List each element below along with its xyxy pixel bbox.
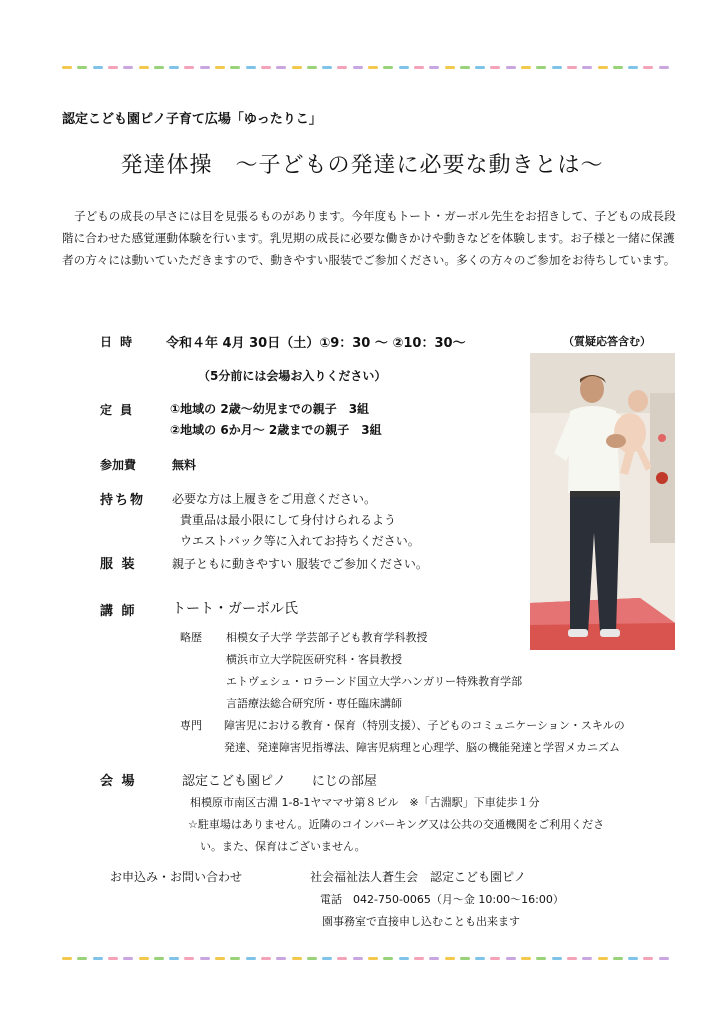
contact-org: 社会福祉法人蒼生会 認定こども園ピノ — [310, 870, 526, 884]
clothes-value: 親子ともに動きやすい 服装でご参加ください。 — [172, 557, 428, 571]
datetime-label: 日 時 — [100, 335, 135, 349]
divider-dot — [643, 66, 653, 69]
contact-note: 園事務室で直接申し込むことも出来ます — [322, 915, 520, 928]
divider-dot — [659, 66, 669, 69]
arrival-note: （5分前には会場お入りください） — [198, 369, 387, 383]
divider-dot — [307, 957, 317, 960]
lecturer-label: 講 師 — [100, 604, 137, 619]
parking-note-line-2: い。また、保育はございません。 — [200, 840, 366, 853]
divider-dot — [445, 66, 455, 69]
items-line-3: ウエストバック等に入れてお持ちください。 — [180, 534, 420, 548]
capacity-line-1: ①地域の 2歳～幼児までの親子 3組 — [170, 402, 370, 416]
divider-dot — [77, 957, 87, 960]
divider-dot — [62, 66, 72, 69]
items-line-2: 貴重品は最小限にして身付けられるよう — [180, 513, 397, 527]
divider-dot — [643, 957, 653, 960]
divider-dot — [475, 66, 485, 69]
divider-dot — [200, 957, 210, 960]
divider-dot — [429, 66, 439, 69]
divider-dot — [246, 66, 256, 69]
divider-dot — [460, 66, 470, 69]
divider-dot — [123, 957, 133, 960]
clothes-label: 服 装 — [100, 557, 137, 572]
divider-dot — [414, 66, 424, 69]
divider-dot — [582, 957, 592, 960]
divider-dot — [322, 66, 332, 69]
capacity-label: 定 員 — [100, 403, 135, 417]
specialty-line-2: 発達、発達障害児指導法、障害児病理と心理学、脳の機能発達と学習メカニズム — [224, 741, 620, 754]
divider-dot — [200, 66, 210, 69]
divider-dot — [139, 66, 149, 69]
divider-dot — [506, 66, 516, 69]
divider-dot — [598, 957, 608, 960]
divider-dot — [567, 66, 577, 69]
contact-label: お申込み・お問い合わせ — [110, 870, 243, 884]
datetime-note: （質疑応答含む） — [563, 335, 651, 348]
divider-dot — [521, 66, 531, 69]
divider-dot — [506, 957, 516, 960]
career-line-2: 横浜市立大学院医研究科・客員教授 — [226, 653, 402, 666]
divider-dot — [490, 66, 500, 69]
organizer-heading: 認定こども園ピノ子育て広場「ゆったりこ」 — [62, 112, 322, 127]
divider-dot — [536, 66, 546, 69]
divider-dot — [475, 957, 485, 960]
divider-dot — [230, 957, 240, 960]
divider-dot — [169, 957, 179, 960]
career-line-3: エトヴェシュ・ロラーンド国立大学ハンガリー特殊教育学部 — [226, 675, 523, 688]
divider-dot — [108, 957, 118, 960]
divider-dot — [521, 957, 531, 960]
contact-phone: 電話 042-750-0065（月～金 10:00～16:00） — [320, 893, 564, 906]
divider-dot — [613, 66, 623, 69]
career-line-4: 言語療法総合研究所・専任臨床講師 — [226, 697, 402, 710]
venue-address: 相模原市南区古淵 1-8-1ヤママサ第８ビル ※「古淵駅」下車徒歩１分 — [190, 796, 540, 809]
divider-dot — [399, 66, 409, 69]
parking-note-line-1: ☆駐車場はありません。近隣のコインパーキング又は公共の交通機関をご利用くださ — [188, 818, 605, 831]
divider-dot — [353, 957, 363, 960]
items-line-1: 必要な方は上履きをご用意ください。 — [172, 492, 377, 506]
divider-dot — [337, 66, 347, 69]
specialty-label: 専門 — [180, 719, 202, 732]
divider-dot — [567, 957, 577, 960]
divider-dot — [368, 66, 378, 69]
lecturer-name: トート・ガーボル氏 — [172, 601, 298, 617]
intro-paragraph: 子どもの成長の早さには目を見張るものがあります。今年度もトート・ガーボル先生をお招きして、子どもの成長段階に合わせた感覚運動体験を行います。乳児期の成長に必要な働きかけや動きなどを体験します。お子様と一緒に保護者の方々には動いていただきますので、動きやすい服装でご参加ください。多くの方々のご参加をお待ちしています。 — [62, 209, 676, 267]
fee-label: 参加費 — [100, 458, 137, 472]
divider-dot — [582, 66, 592, 69]
divider-dot — [353, 66, 363, 69]
divider-dot — [139, 957, 149, 960]
divider-dot — [154, 957, 164, 960]
divider-dot — [215, 66, 225, 69]
divider-dot — [368, 957, 378, 960]
datetime-value: 令和４年 4月 30日（土）①9：30 ～ ②10：30～ — [166, 336, 466, 351]
divider-dot — [598, 66, 608, 69]
divider-dot — [552, 66, 562, 69]
divider-dot — [62, 957, 72, 960]
lecturer-photo — [530, 353, 675, 650]
divider-dot — [276, 957, 286, 960]
divider-dot — [460, 957, 470, 960]
divider-dot — [246, 957, 256, 960]
divider-dot — [154, 66, 164, 69]
divider-dot — [445, 957, 455, 960]
divider-dot — [292, 957, 302, 960]
top-dotted-divider — [62, 66, 674, 69]
divider-dot — [628, 957, 638, 960]
bottom-dotted-divider — [62, 957, 674, 960]
divider-dot — [184, 66, 194, 69]
divider-dot — [337, 957, 347, 960]
divider-dot — [322, 957, 332, 960]
divider-dot — [429, 957, 439, 960]
specialty-line-1: 障害児における教育・保育（特別支援）、子どものコミュニケーション・スキルの — [224, 719, 625, 732]
divider-dot — [628, 66, 638, 69]
divider-dot — [292, 66, 302, 69]
divider-dot — [399, 957, 409, 960]
divider-dot — [383, 66, 393, 69]
divider-dot — [77, 66, 87, 69]
divider-dot — [613, 957, 623, 960]
page-title: 発達体操 ～子どもの発達に必要な動きとは～ — [120, 153, 604, 178]
divider-dot — [659, 957, 669, 960]
divider-dot — [93, 957, 103, 960]
divider-dot — [414, 957, 424, 960]
venue-name: 認定こども園ピノ にじの部屋 — [182, 774, 377, 789]
fee-value: 無料 — [172, 458, 197, 472]
divider-dot — [307, 66, 317, 69]
items-label: 持ち物 — [100, 493, 146, 508]
capacity-line-2: ②地域の 6か月～ 2歳までの親子 3組 — [170, 423, 382, 437]
career-line-1: 相模女子大学 学芸部子ども教育学科教授 — [226, 631, 428, 644]
divider-dot — [536, 957, 546, 960]
divider-dot — [490, 957, 500, 960]
divider-dot — [552, 957, 562, 960]
divider-dot — [261, 957, 271, 960]
career-label: 略歴 — [180, 631, 202, 644]
divider-dot — [108, 66, 118, 69]
divider-dot — [184, 957, 194, 960]
divider-dot — [383, 957, 393, 960]
venue-label: 会 場 — [100, 774, 137, 789]
divider-dot — [276, 66, 286, 69]
divider-dot — [261, 66, 271, 69]
divider-dot — [93, 66, 103, 69]
divider-dot — [215, 957, 225, 960]
divider-dot — [230, 66, 240, 69]
divider-dot — [123, 66, 133, 69]
divider-dot — [169, 66, 179, 69]
